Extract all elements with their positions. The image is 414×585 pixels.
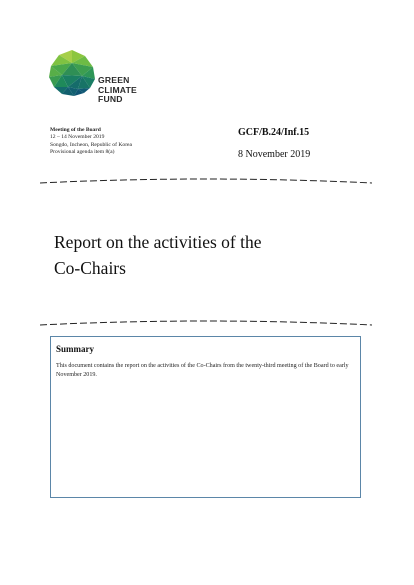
summary-box bbox=[50, 336, 361, 498]
report-title bbox=[54, 229, 354, 281]
bottom-divider bbox=[40, 320, 372, 326]
logo-line-green: GREEN bbox=[98, 75, 130, 85]
report-title-line-2: Co-Chairs bbox=[54, 258, 126, 278]
summary-text: This document contains the report on the activities of the Co-Chairs from the twenty-third meeting of the Board to early November 2019. bbox=[56, 363, 349, 378]
meeting-title: Meeting of the Board bbox=[50, 127, 101, 133]
meeting-info bbox=[50, 127, 132, 157]
globe-icon bbox=[48, 49, 96, 97]
gcf-logo-text bbox=[98, 76, 137, 105]
agenda-item: Provisional agenda item 8(a) bbox=[50, 149, 115, 156]
logo-line-climate: CLIMATE bbox=[98, 84, 137, 95]
summary-heading: Summary bbox=[56, 344, 94, 354]
top-divider bbox=[40, 178, 372, 184]
document-date: 8 November 2019 bbox=[238, 149, 311, 160]
gcf-logo bbox=[48, 49, 96, 102]
document-reference: GCF/B.24/Inf.15 bbox=[238, 127, 310, 138]
meeting-dates: 12 – 14 November 2019 bbox=[50, 134, 105, 141]
meeting-location: Songdo, Incheon, Republic of Korea bbox=[50, 141, 133, 148]
report-title-line-1: Report on the activities of the bbox=[54, 232, 262, 252]
logo-line-fund: FUND bbox=[98, 94, 123, 105]
